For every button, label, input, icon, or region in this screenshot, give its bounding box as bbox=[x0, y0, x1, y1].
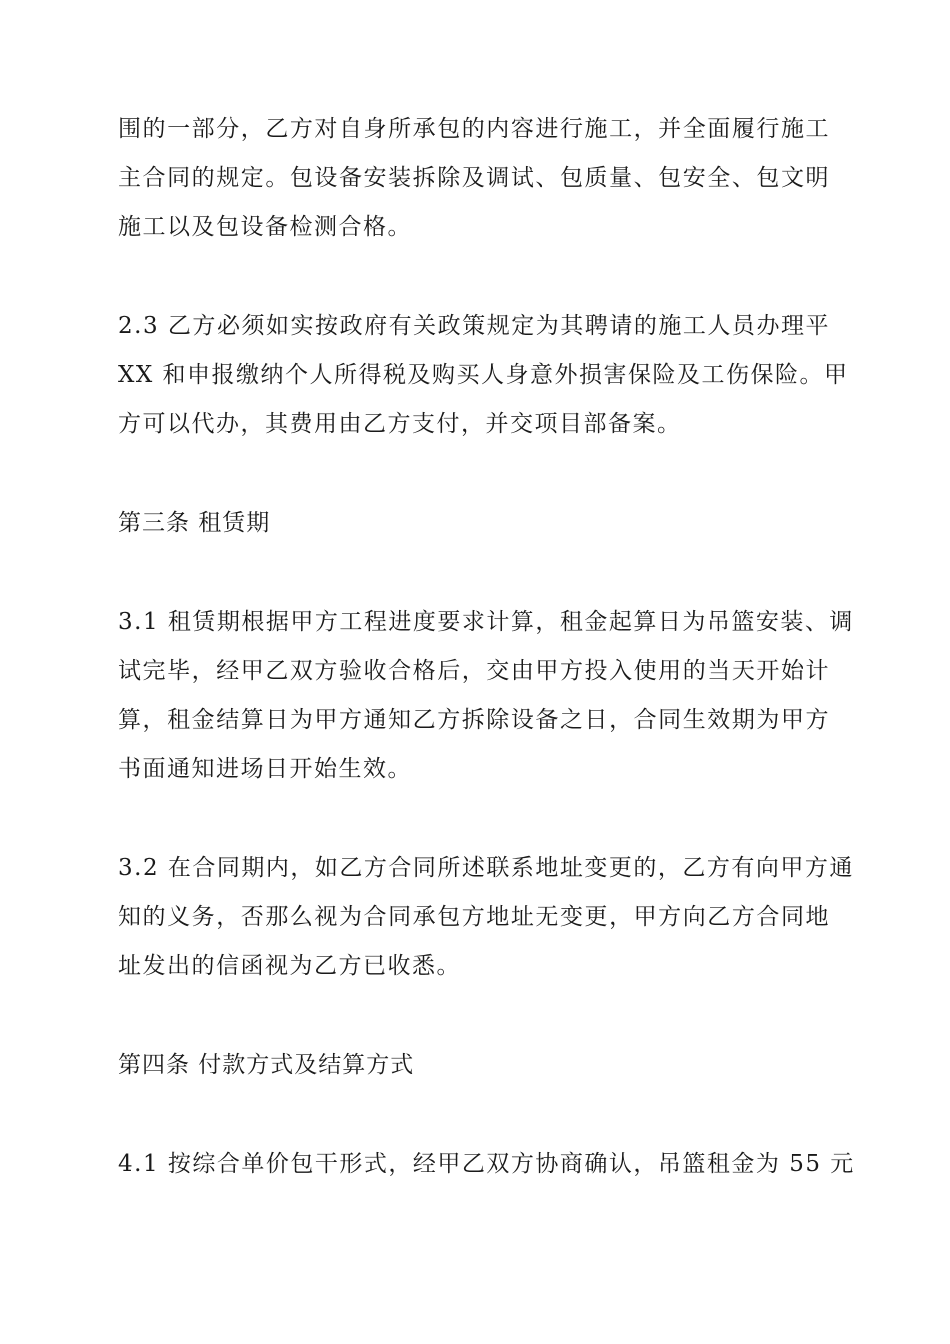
clause-3-1-line-4: 书面通知进场日开始生效。 bbox=[118, 756, 412, 782]
clause-3-1-line-2: 试完毕，经甲乙双方验收合格后，交由甲方投入使用的当天开始计 bbox=[118, 658, 830, 684]
clause-3-2-line-2: 知的义务，否那么视为合同承包方地址无变更，甲方向乙方合同地 bbox=[118, 904, 830, 930]
clause-3-1-line-3: 算，租金结算日为甲方通知乙方拆除设备之日，合同生效期为甲方 bbox=[118, 707, 830, 733]
clause-2-3-line-3: 方可以代办，其费用由乙方支付，并交项目部备案。 bbox=[118, 411, 682, 437]
article-4-heading: 第四条 付款方式及结算方式 bbox=[118, 1052, 415, 1078]
article-3-heading: 第三条 租赁期 bbox=[118, 510, 271, 536]
clause-3-1-line-1: 3.1 租赁期根据甲方工程进度要求计算，租金起算日为吊篮安装、调 bbox=[118, 609, 854, 635]
paragraph-1-line-3: 施工以及包设备检测合格。 bbox=[118, 214, 412, 240]
clause-2-3-line-2: XX 和申报缴纳个人所得税及购买人身意外损害保险及工伤保险。甲 bbox=[118, 362, 849, 388]
paragraph-1-line-2: 主合同的规定。包设备安装拆除及调试、包质量、包安全、包文明 bbox=[118, 165, 830, 191]
clause-3-2-line-3: 址发出的信函视为乙方已收悉。 bbox=[118, 953, 461, 979]
clause-2-3-line-1: 2.3 乙方必须如实按政府有关政策规定为其聘请的施工人员办理平 bbox=[118, 313, 830, 339]
clause-3-2-line-1: 3.2 在合同期内，如乙方合同所述联系地址变更的，乙方有向甲方通 bbox=[118, 855, 854, 881]
paragraph-1-line-1: 围的一部分，乙方对自身所承包的内容进行施工，并全面履行施工 bbox=[118, 116, 830, 142]
clause-4-1-line-1: 4.1 按综合单价包干形式，经甲乙双方协商确认，吊篮租金为 55 元 bbox=[118, 1151, 855, 1177]
